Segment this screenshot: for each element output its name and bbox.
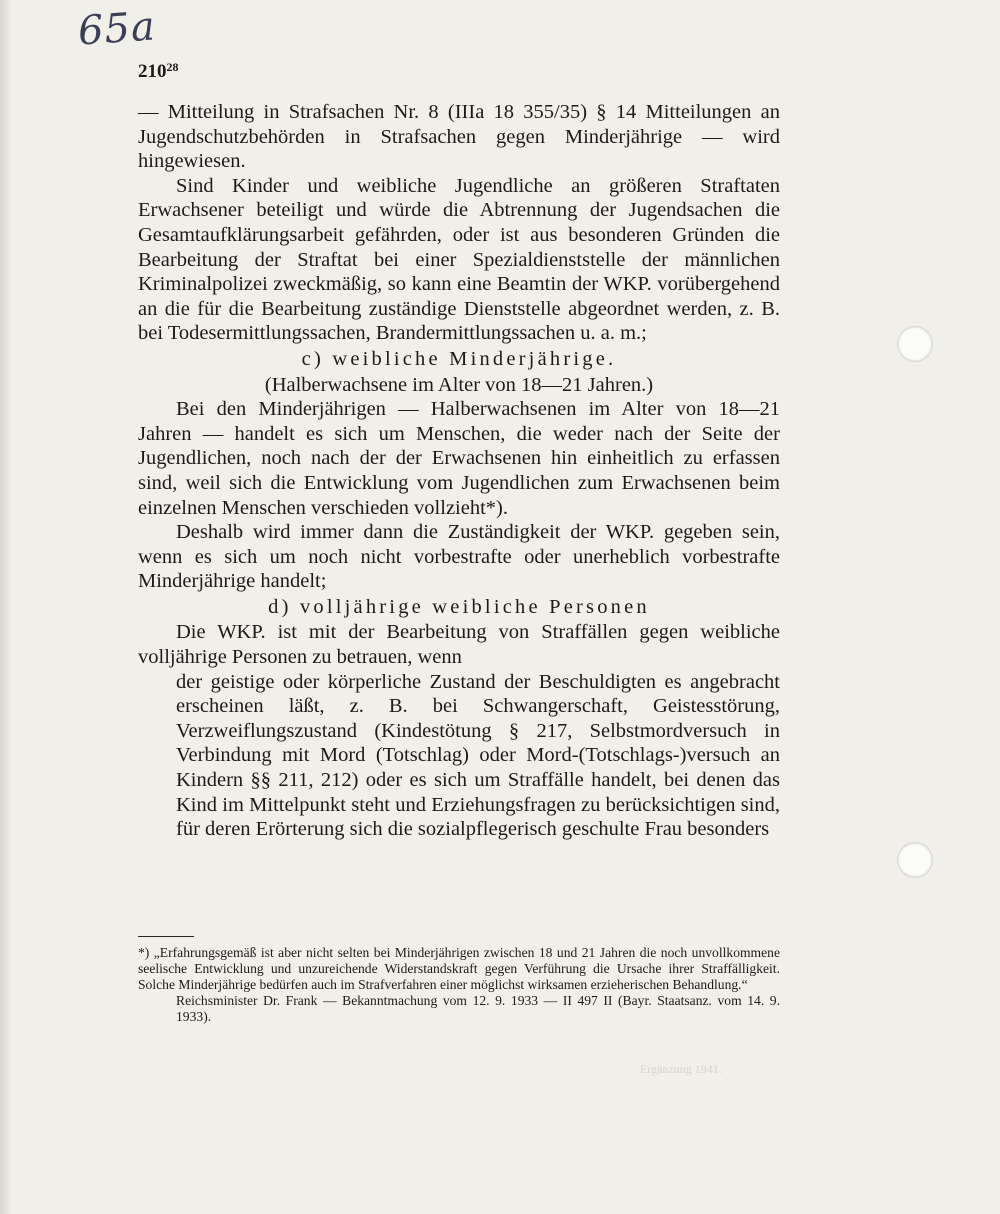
punch-hole-top	[897, 326, 933, 362]
body-text	[138, 100, 780, 842]
footnote-source: Reichsminister Dr. Frank — Bekanntmachung vom 12. 9. 1933 — II 497 II (Bayr. Staatsanz. vom 14. 9. 1933).	[176, 993, 780, 1024]
page-number-main: 210	[138, 61, 167, 82]
page-number	[138, 60, 179, 83]
footnote-divider	[138, 936, 194, 937]
paragraph-zustaendigkeit: Deshalb wird immer dann die Zuständigkeit der WKP. gegeben sein, wenn es sich um noch nicht vorbestrafte oder unerheblich vorbestrafte Minderjährige handelt;	[138, 521, 780, 593]
bleed-through-text: Ergänzung 1941.	[640, 1062, 722, 1076]
paragraph-kinder-jugendliche: Sind Kinder und weibliche Jugendliche an größeren Straftaten Erwachsener beteiligt und würde die Abtrennung der Jugendsachen die Gesamtaufklärungsarbeit gefährden, oder ist aus besonderen Gründen die Bearbeitung der Straftat bei einer Spezialdienststelle der männlichen Kriminalpolizei zweckmäßig, so kann eine Beamtin der WKP. vorübergehend an die für die Bearbeitung zuständige Dienststelle abgeordnet werden, z. B. bei Todesermittlungssachen, Brandermittlungssachen u. a. m.;	[138, 174, 780, 345]
punch-hole-bottom	[897, 842, 933, 878]
footnote	[138, 945, 780, 1025]
paragraph-minderjaehrige: Bei den Minderjährigen — Halberwachsenen im Alter von 18—21 Jahren — handelt es sich um Menschen, die weder nach der Seite der Jugendlichen, noch nach der der Erwachsenen hin einheitlich zu erfassen sind, weil sich die Entwicklung vom Jugendlichen zum Erwachsenen beim einzelnen Menschen verschieden vollzieht*).	[138, 398, 780, 519]
handwritten-folio-annotation: 65a	[76, 3, 158, 55]
section-subheading-c: (Halberwachsene im Alter von 18—21 Jahren.)	[264, 373, 654, 396]
footnote-text: *) „Erfahrungsgemäß ist aber nicht selten bei Minderjährigen zwischen 18 und 21 Jahren die noch unvollkommene seelische Entwicklung und unzureichende Widerstandskraft gegen Verführung die Ursache ihrer Straffälligkeit. Solche Minderjährige bedürfen auch im Strafverfahren einer möglichst wirksamen erzieherischen Behandlung.“	[138, 945, 780, 992]
paragraph-mitteilung: — Mitteilung in Strafsachen Nr. 8 (IIIa 18 355/35) § 14 Mitteilungen an Jugendschutzbehörden in Strafsachen gegen Minderjährige — wird hingewiesen.	[138, 101, 780, 173]
paragraph-volljaehrige: Die WKP. ist mit der Bearbeitung von Straffällen gegen weibliche volljährige Personen zu betrauen, wenn	[138, 621, 780, 669]
page-number-sup: 28	[166, 60, 179, 74]
section-heading-c: c) weibliche Minderjährige.	[301, 347, 617, 370]
paragraph-zustand-beschuldigten: der geistige oder körperliche Zustand der Beschuldigten es angebracht erscheinen läßt, z. B. bei Schwangerschaft, Geistesstörung, Verzweiflungszustand (Kindestötung § 217, Selbstmordversuch in Verbindung mit Mord (Totschlag) oder Mord-(Totschlags-)versuch an Kindern §§ 211, 212) oder es sich um Straffälle handelt, bei denen das Kind im Mittelpunkt steht und Erziehungsfragen zu berücksichtigen sind, für deren Erörterung sich die sozialpflegerisch geschulte Frau besonders	[176, 670, 780, 841]
page-edge-shadow	[0, 0, 12, 1214]
section-heading-d: d) volljährige weibliche Personen	[268, 595, 650, 618]
